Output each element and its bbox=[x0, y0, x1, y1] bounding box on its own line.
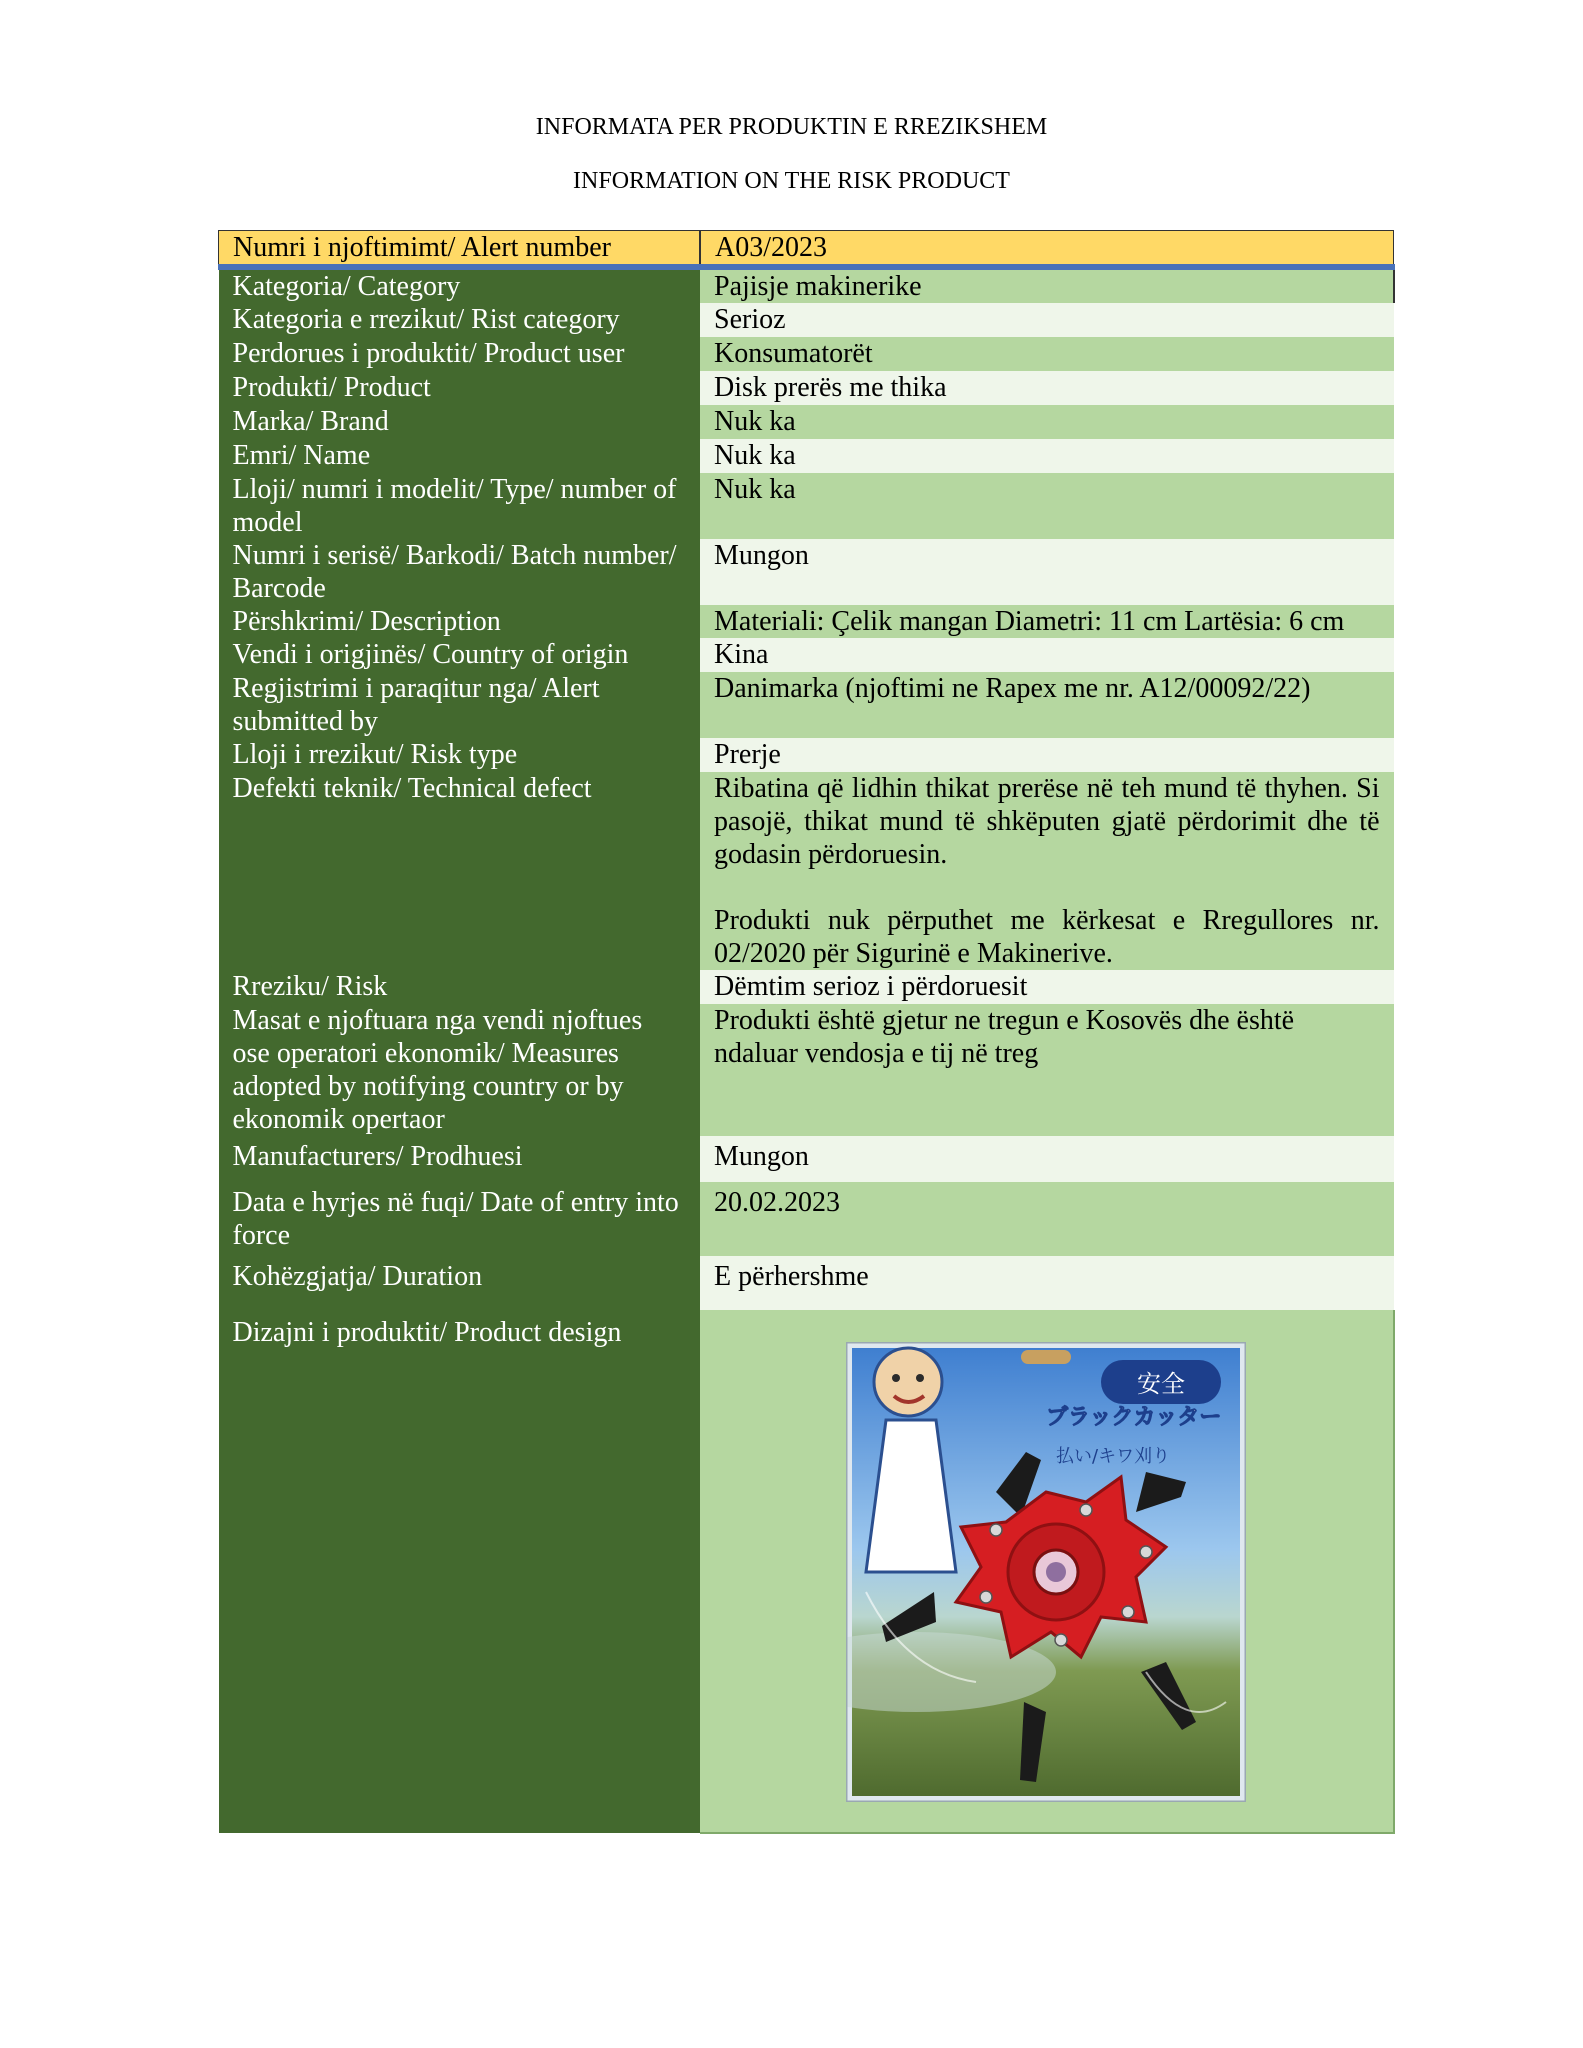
row-label: Numri i njoftimimt/ Alert number bbox=[219, 231, 701, 268]
table-row bbox=[219, 405, 1394, 439]
table-row bbox=[219, 473, 1394, 539]
table-row bbox=[219, 605, 1394, 638]
row-value: E përhershme bbox=[700, 1256, 1394, 1310]
row-label: Regjistrimi i paraqitur nga/ Alert submitted by bbox=[219, 672, 701, 738]
row-label: Emri/ Name bbox=[219, 439, 701, 473]
table-row bbox=[219, 738, 1394, 772]
badge-text: 安全 bbox=[1137, 1370, 1186, 1398]
row-label: Lloji/ numri i modelit/ Type/ number of model bbox=[219, 473, 701, 539]
row-label: Vendi i origjinës/ Country of origin bbox=[219, 638, 701, 672]
sub-text: 払い/キワ刈り bbox=[1056, 1446, 1171, 1467]
table-row bbox=[219, 970, 1394, 1004]
table-row bbox=[219, 772, 1394, 970]
title-english: INFORMATION ON THE RISK PRODUCT bbox=[573, 168, 1010, 194]
row-label: Manufacturers/ Prodhuesi bbox=[219, 1136, 701, 1182]
row-value: 20.02.2023 bbox=[700, 1182, 1394, 1256]
row-value: Dëmtim serioz i përdoruesit bbox=[700, 970, 1394, 1004]
table-row bbox=[219, 1136, 1394, 1182]
table-row bbox=[219, 371, 1394, 405]
product-info-table bbox=[218, 230, 1395, 1834]
brand-text: ブラックカッター bbox=[1046, 1405, 1222, 1430]
mascot bbox=[874, 1348, 942, 1416]
table-row bbox=[219, 539, 1394, 605]
table-row bbox=[219, 1004, 1394, 1136]
row-value bbox=[700, 772, 1394, 970]
row-value: Produkti është gjetur ne tregun e Kosovës dhe është ndaluar vendosja e tij në treg bbox=[700, 1004, 1394, 1136]
row-value: Nuk ka bbox=[700, 405, 1394, 439]
row-value: Danimarka (njoftimi ne Rapex me nr. A12/00092/22) bbox=[700, 672, 1394, 738]
table-row bbox=[219, 1256, 1394, 1310]
row-value: Nuk ka bbox=[700, 439, 1394, 473]
row-label: Dizajni i produktit/ Product design bbox=[219, 1310, 701, 1833]
alert-number: A03/2023 bbox=[700, 231, 1394, 268]
row-label: Numri i serisë/ Barkodi/ Batch number/ Barcode bbox=[219, 539, 701, 605]
row-label: Kohëzgjatja/ Duration bbox=[219, 1256, 701, 1310]
row-label: Marka/ Brand bbox=[219, 405, 701, 439]
product-photo bbox=[846, 1342, 1246, 1802]
row-value: Pajisje makinerike bbox=[700, 267, 1394, 303]
table-row bbox=[219, 303, 1394, 337]
table-row bbox=[219, 1182, 1394, 1256]
row-value: Materiali: Çelik mangan Diametri: 11 cm Lartësia: 6 cm bbox=[700, 605, 1394, 638]
row-label: Kategoria e rrezikut/ Rist category bbox=[219, 303, 701, 337]
row-label: Produkti/ Product bbox=[219, 371, 701, 405]
table-row bbox=[219, 439, 1394, 473]
row-label: Lloji i rrezikut/ Risk type bbox=[219, 738, 701, 772]
row-label: Kategoria/ Category bbox=[219, 267, 701, 303]
table-row bbox=[219, 231, 1394, 268]
technical-defect-text: Ribatina që lidhin thikat prerëse në teh mund të thyhen. Si pasojë, thikat mund të shkëputen gjatë përdorimit dhe të godasin përdoruesin. bbox=[714, 773, 1380, 870]
table-row bbox=[219, 267, 1394, 303]
row-value: Kina bbox=[700, 638, 1394, 672]
regulation-text: Produkti nuk përputhet me kërkesat e Rregullores nr. 02/2020 për Sigurinë e Makinerive. bbox=[714, 905, 1380, 969]
title-albanian: INFORMATA PER PRODUKTIN E RREZIKSHEM bbox=[535, 114, 1048, 140]
row-label: Rreziku/ Risk bbox=[219, 970, 701, 1004]
table-row bbox=[219, 638, 1394, 672]
row-label: Masat e njoftuara nga vendi njoftues ose operatori ekonomik/ Measures adopted by notifying country or by ekonomik opertaor bbox=[219, 1004, 701, 1136]
row-value: Serioz bbox=[700, 303, 1394, 337]
titles bbox=[0, 112, 1583, 220]
table-row bbox=[219, 1310, 1394, 1833]
table-row bbox=[219, 337, 1394, 371]
row-value: Nuk ka bbox=[700, 473, 1394, 539]
table-row bbox=[219, 672, 1394, 738]
row-value: Mungon bbox=[700, 1136, 1394, 1182]
row-value: Mungon bbox=[700, 539, 1394, 605]
row-value: Konsumatorët bbox=[700, 337, 1394, 371]
row-value: Disk prerës me thika bbox=[700, 371, 1394, 405]
row-label: Perdorues i produktit/ Product user bbox=[219, 337, 701, 371]
product-design-cell bbox=[700, 1310, 1394, 1833]
row-label: Përshkrimi/ Description bbox=[219, 605, 701, 638]
row-label: Data e hyrjes në fuqi/ Date of entry into force bbox=[219, 1182, 701, 1256]
row-label: Defekti teknik/ Technical defect bbox=[219, 772, 701, 970]
hang-tab bbox=[1021, 1350, 1071, 1364]
row-value: Prerje bbox=[700, 738, 1394, 772]
